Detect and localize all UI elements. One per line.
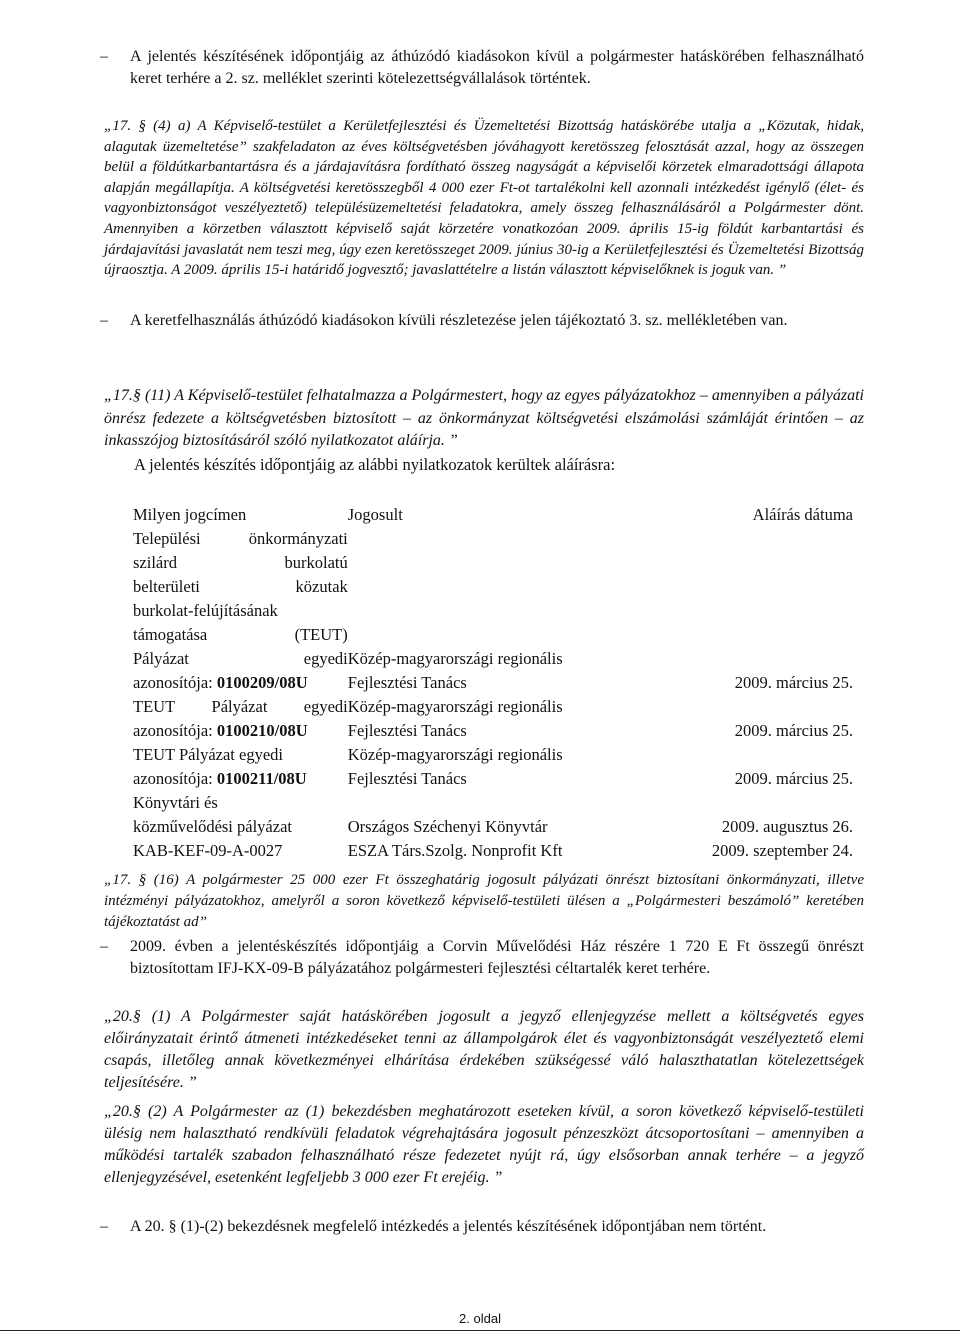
application-id: 0100211/08U xyxy=(216,769,307,788)
signature-date: 2009. március 25. xyxy=(734,769,853,788)
paragraph-7 xyxy=(104,936,864,980)
signature-date: 2009. március 25. xyxy=(734,721,853,740)
header-date: Aláírás dátuma xyxy=(752,505,853,524)
paragraph-5 xyxy=(104,454,864,476)
dash-item-1: – A jelentés készítésének időpontjáig az áthúzódó kiadásokon kívül a polgármester hatáskörében felhasználható keret terhére a 2. sz. melléklet szerinti kötelezettségvállalások történtek. xyxy=(100,46,864,90)
paragraph-8 xyxy=(104,1006,864,1094)
table-row xyxy=(133,527,853,647)
table-row: TEUT Pályázat egyedi azonosítója: 0100210/08U Közép-magyarországi regionális Fejlesztési Tanács 2009. március 25. xyxy=(133,695,853,743)
dash-item-2: – A keretfelhasználás áthúzódó kiadásokon kívüli részletezése jelen tájékoztató 3. sz. mellékletében van. xyxy=(100,310,864,332)
table-row: Könyvtári és közművelődési pályázat KAB-KEF-09-A-0027 Országos Széchenyi Könyvtár ESZA Társ.Szolg. Nonprofit Kft 2009. augusztus 26. 2009. szeptember 24. xyxy=(133,791,853,863)
table-intro: A jelentés készítés időpontjáig az alábbi nyilatkozatok kerültek aláírásra: xyxy=(134,455,616,474)
quoted-rule-20-2: „20.§ (2) A Polgármester az (1) bekezdésben meghatározott eseteken kívül, a soron következő képviselő-testületi ülésig nem halasztható rendkívüli feladatok végrehajtására jogosult pénzeszközt átcsoportosítani – amennyiben a működési tartalék szabadon felhasználható része fedezetet nyújt rá, úgy elsősorban annak terhére – a jegyző ellenjegyzésével, esetenként legfeljebb 3 000 ezer Ft erejéig. ” xyxy=(104,1103,864,1186)
header-entitled: Jogosult xyxy=(347,505,403,524)
bottom-rule xyxy=(0,1330,960,1331)
line: szilárd burkolatú xyxy=(133,553,348,572)
paragraph-6 xyxy=(104,870,864,933)
line: burkolat-felújításának xyxy=(133,601,278,620)
line: Települési önkormányzati xyxy=(133,529,348,548)
quoted-rule-17-16: „17. § (16) A polgármester 25 000 ezer Ft összeghatárig jogosult pályázati önrészt biztosítani önkormányzati, illetve intézményi pályázatokhoz, amelyről a soron következő képviselő-testületi ülésen a „Polgármesteri beszámoló” keretében tájékoztatást ad” xyxy=(104,872,864,930)
signature-table xyxy=(133,503,853,863)
signature-date: 2009. augusztus 26. xyxy=(721,817,853,836)
header-title: Milyen jogcímen xyxy=(133,505,247,524)
line: belterületi közutak xyxy=(133,577,348,596)
page-number: 2. oldal xyxy=(459,1311,501,1326)
quoted-rule-20-1: „20.§ (1) A Polgármester saját hatáskörében jogosult a jegyző ellenjegyzése mellett a költségvetés egyes előirányzatait érintő átmeneti intézkedéseket tenni az állampolgárok élet és vagyonbiztonságát veszélyeztető elemi csapás, illetőleg annak következményei elhárítása érdekében szükségessé váló halaszthatatlan kötelezettségek teljesítésére. ” xyxy=(104,1008,864,1091)
table-header-row xyxy=(133,503,853,527)
paragraph-10 xyxy=(104,1216,864,1238)
table-row: Pályázat egyedi azonosítója: 0100209/08U Közép-magyarországi regionális Fejlesztési Tanács 2009. március 25. xyxy=(133,647,853,695)
signature-date: 2009. március 25. xyxy=(734,673,853,692)
quoted-rule-17-4: „17. § (4) a) A Képviselő-testület a Kerületfejlesztési és Üzemeltetési Bizottság hatáskörébe utalja a „Közutak, hidak, alagutak üzemeltetése” szakfeladaton az éves költségvetésben jóváhagyott keretösszeg felosztását azzal, hogy az összegen belül a földútkarbantartásra és a járdajavításra fordítható összeg nagyságát a képviselői körzetek elmaradottsági állapota alapján megállapítja. A költségvetési keretösszegből 4 000 ezer Ft-ot tartalékolni kell azonnali intézkedést igénylő (élet- és vagyonbiztonságot veszélyeztető) településüzemeltetési feladatokra, amely összeg felhasználásáról a Polgármester dönt. Amennyiben a körzetben választott képviselő saját körzetére vonatkozóan 2009. április 15-ig földút karbantartási és járdajavítási javaslatát nem teszi meg, úgy ezen keretösszeget 2009. június 30-ig a Kerületfejlesztési és Üzemeltetési Bizottság újraosztja. A 2009. április 15-i határidő jogvesztő; javaslattételre a listán választott képviselőknek is joguk van. ” xyxy=(104,118,864,279)
application-id: 0100210/08U xyxy=(216,721,308,740)
paragraph-3 xyxy=(104,310,864,332)
paragraph-9 xyxy=(104,1101,864,1189)
signature-date: 2009. szeptember 24. xyxy=(711,841,853,860)
table-row: TEUT Pályázat egyedi azonosítója: 0100211/08U Közép-magyarországi regionális Fejlesztési Tanács 2009. március 25. xyxy=(133,743,853,791)
application-id: 0100209/08U xyxy=(216,673,308,692)
teut-description xyxy=(133,527,348,647)
paragraph-2 xyxy=(104,116,864,281)
dash-item-3: – 2009. évben a jelentéskészítés időpontjáig a Corvin Művelődési Ház részére 1 720 E Ft összegű önrészt biztosítottam IFJ-KX-09-B pályázatához polgármesteri fejlesztési céltartalék keret terhére. xyxy=(100,936,864,980)
quoted-rule-17-11: „17.§ (11) A Képviselő-testület felhatalmazza a Polgármestert, hogy az egyes pályázatokhoz – amennyiben a pályázati önrész fedezete a költségvetésben biztosított – az önkormányzat költségvetési elszámolási számláját érintően – az inkasszójog biztosításáról szóló nyilatkozatot aláírja. ” xyxy=(104,387,864,449)
paragraph-1 xyxy=(104,46,864,90)
line: támogatása (TEUT) xyxy=(133,625,348,644)
dash-item-4: – A 20. § (1)-(2) bekezdésnek megfelelő intézkedés a jelentés készítésének időpontjában nem történt. xyxy=(100,1216,864,1238)
paragraph-4 xyxy=(104,385,864,453)
